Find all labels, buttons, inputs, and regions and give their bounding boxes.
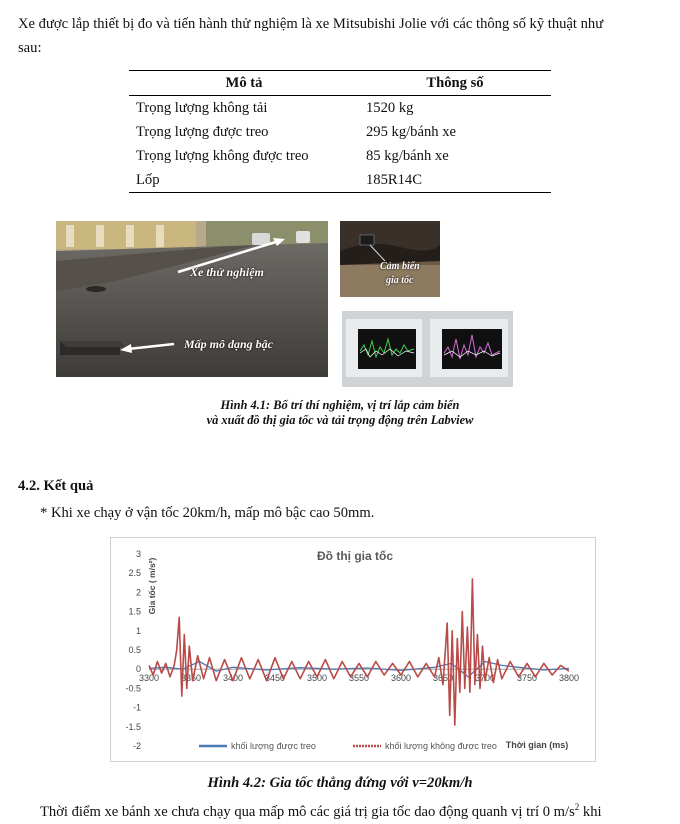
spec-cell-value: 185R14C — [359, 168, 551, 193]
acceleration-chart-svg — [111, 538, 595, 761]
photo-labview-illustration — [342, 311, 513, 387]
spec-cell-value: 1520 kg — [366, 99, 414, 116]
spec-header-description: Mô tả — [129, 71, 359, 96]
last-line-superscript: 2 — [574, 802, 580, 812]
spec-cell-description: Trọng lượng được treo — [136, 123, 269, 140]
acceleration-chart — [110, 537, 596, 762]
spec-cell-description: Lốp — [129, 168, 359, 193]
y-tick-label: 2.5 — [128, 568, 141, 579]
photo-label-sensor-line-1: Cảm biến — [380, 261, 420, 272]
y-tick-label: -1 — [132, 702, 141, 713]
photo-test-setup-illustration — [56, 221, 328, 377]
photo-label-bump: Mấp mô dạng bậc — [184, 337, 274, 351]
x-tick-label: 3750 — [516, 673, 538, 684]
spec-cell-description: Trọng lượng không được treo — [136, 147, 309, 164]
table-row — [129, 96, 551, 121]
y-tick-label: 3 — [135, 549, 141, 559]
y-tick-label: -1.5 — [125, 721, 141, 732]
x-tick-label: 3550 — [348, 673, 370, 684]
table-row — [129, 120, 551, 144]
spec-cell-value: 85 kg/bánh xe — [366, 147, 449, 164]
x-axis-label: Thời gian (ms) — [505, 740, 569, 750]
figure-4-2-caption: Hình 4.2: Gia tốc thẳng đứng với v=20km/h — [207, 775, 473, 791]
x-tick-label: 3650 — [432, 673, 454, 684]
spec-header-value: Thông số — [359, 71, 551, 96]
table-row — [129, 144, 551, 168]
spec-table — [129, 70, 551, 193]
intro-line-1: Xe được lắp thiết bị đo và tiến hành thử nghiệm là xe Mitsubishi Jolie với các thông số kỹ thuật như — [18, 16, 604, 32]
y-tick-label: 2 — [135, 587, 141, 598]
x-tick-label: 3300 — [138, 673, 160, 684]
table-row — [129, 168, 551, 193]
photo-test-setup — [56, 221, 328, 377]
x-tick-label: 3350 — [180, 673, 202, 684]
series-line-2 — [149, 579, 569, 725]
photo-labview-screen — [342, 311, 513, 387]
figure-4-1-caption-line-2: và xuất đồ thị gia tốc và tải trọng động trên Labview — [206, 413, 474, 427]
intro-line-2: sau: — [18, 40, 42, 56]
photo-label-sensor-line-2: gia tốc — [386, 275, 414, 286]
y-axis-label: Gia tốc ( m/s²) — [147, 557, 157, 615]
y-tick-label: 1 — [135, 625, 141, 636]
legend-label-1: khối lượng được treo — [231, 741, 316, 751]
figure-4-1-caption — [80, 398, 600, 428]
body-paragraph-last-line — [40, 802, 680, 821]
x-tick-label: 3500 — [306, 673, 328, 684]
y-tick-label: 0 — [135, 664, 141, 675]
y-tick-label: -2 — [132, 741, 141, 751]
x-tick-label: 3700 — [474, 673, 496, 684]
photo-label-test-car: Xe thử nghiệm — [190, 265, 264, 279]
y-tick-label: 1.5 — [128, 606, 141, 617]
section-heading: 4.2. Kết quả — [18, 478, 94, 494]
last-line-text: Thời điểm xe bánh xe chưa chạy qua mấp mô các giá trị gia tốc dao động quanh vị trí 0 m/s — [40, 803, 575, 820]
chart-title: Đồ thị gia tốc — [317, 549, 393, 563]
last-line-text-after: khi — [579, 803, 602, 820]
spec-cell-description: Trọng lượng không tải — [136, 99, 268, 116]
y-tick-label: 0.5 — [128, 645, 141, 655]
x-tick-label: 3600 — [390, 673, 412, 684]
spec-cell-value: 295 kg/bánh xe — [366, 123, 456, 140]
y-tick-label: -0.5 — [125, 683, 141, 694]
section-bullet: * Khi xe chạy ở vận tốc 20km/h, mấp mô bậc cao 50mm. — [40, 505, 375, 521]
spec-table-header-row — [129, 71, 551, 96]
legend-label-2: khối lượng không được treo — [385, 741, 497, 751]
x-tick-label: 3400 — [222, 673, 244, 684]
intro-paragraph — [18, 12, 668, 60]
x-tick-label: 3450 — [264, 673, 286, 684]
x-tick-label: 3800 — [558, 673, 580, 684]
figure-4-1-caption-line-1: Hình 4.1: Bố trí thí nghiệm, vị trí lắp cảm biến — [220, 398, 460, 412]
photo-sensor — [340, 221, 440, 297]
